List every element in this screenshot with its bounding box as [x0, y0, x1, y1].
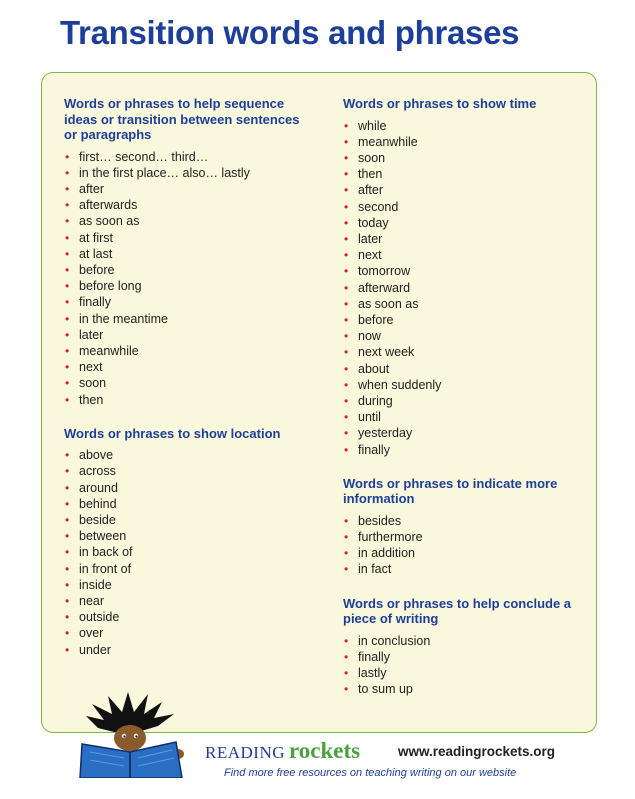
brand-reading-text: READING [205, 743, 285, 762]
bullet-dot-icon: • [344, 248, 349, 263]
list-item-text: in the meantime [79, 311, 168, 326]
section-spacer [343, 578, 573, 596]
list-item [343, 649, 573, 665]
list-item [64, 278, 304, 294]
word-list [343, 513, 573, 578]
bullet-dot-icon: • [65, 262, 70, 277]
list-item-text: now [358, 329, 381, 344]
word-list [64, 149, 304, 408]
bullet-dot-icon: • [344, 377, 349, 392]
bullet-dot-icon: • [344, 345, 349, 360]
list-item [343, 280, 573, 296]
list-item-text: finally [358, 442, 390, 457]
bullet-dot-icon: • [65, 311, 70, 326]
list-item [343, 312, 573, 328]
list-item [343, 442, 573, 458]
list-item-text: in fact [358, 562, 392, 577]
list-item [64, 528, 304, 544]
bullet-dot-icon: • [65, 513, 70, 528]
list-item [64, 327, 304, 343]
list-item [343, 561, 573, 577]
list-item-text: between [79, 529, 127, 544]
list-item-text: inside [79, 577, 112, 592]
list-item [343, 393, 573, 409]
bullet-dot-icon: • [344, 199, 349, 214]
transition-section [343, 476, 573, 578]
list-item [343, 247, 573, 263]
list-item-text: afterward [358, 280, 411, 295]
bullet-dot-icon: • [344, 649, 349, 664]
bullet-dot-icon: • [65, 198, 70, 213]
bullet-dot-icon: • [344, 296, 349, 311]
bullet-dot-icon: • [344, 393, 349, 408]
footer-tagline: Find more free resources on teaching writing on our website [224, 767, 517, 779]
section-heading: Words or phrases to show location [64, 425, 281, 441]
list-item [343, 118, 573, 134]
list-item-text: besides [358, 513, 402, 528]
list-item [343, 425, 573, 441]
list-item-text: later [79, 327, 104, 342]
list-item-text: when suddenly [358, 377, 442, 392]
word-list [64, 447, 304, 658]
list-item [64, 181, 304, 197]
bullet-dot-icon: • [65, 392, 70, 407]
list-item [343, 681, 573, 697]
bullet-dot-icon: • [65, 149, 70, 164]
bullet-dot-icon: • [344, 264, 349, 279]
list-item [64, 294, 304, 310]
reading-kid-logo-icon [78, 686, 190, 778]
list-item-text: lastly [358, 665, 387, 680]
list-item-text: soon [358, 150, 386, 165]
bullet-dot-icon: • [344, 562, 349, 577]
list-item-text: before [358, 312, 394, 327]
list-item [343, 361, 573, 377]
list-item-text: after [79, 181, 105, 196]
bullet-dot-icon: • [65, 214, 70, 229]
bullet-dot-icon: • [344, 215, 349, 230]
transition-section [64, 96, 304, 408]
list-item-text: at first [79, 230, 114, 245]
list-item [343, 150, 573, 166]
section-heading: Words or phrases to indicate more information [343, 475, 558, 507]
list-item [343, 296, 573, 312]
bullet-dot-icon: • [65, 343, 70, 358]
list-item [343, 409, 573, 425]
list-item [64, 544, 304, 560]
list-item-text: while [358, 118, 387, 133]
list-item-text: across [79, 464, 116, 479]
list-item [343, 529, 573, 545]
bullet-dot-icon: • [65, 165, 70, 180]
list-item-text: next week [358, 345, 415, 360]
list-item-text: next [358, 248, 382, 263]
brand-rockets-text: rockets [289, 738, 361, 763]
bullet-dot-icon: • [65, 642, 70, 657]
bullet-dot-icon: • [344, 410, 349, 425]
list-item-text: in the first place… also… lastly [79, 165, 250, 180]
list-item [343, 665, 573, 681]
list-item [64, 447, 304, 463]
list-item [343, 166, 573, 182]
section-spacer [64, 408, 304, 426]
list-item [343, 263, 573, 279]
bullet-dot-icon: • [65, 327, 70, 342]
bullet-dot-icon: • [65, 594, 70, 609]
list-item-text: in back of [79, 545, 133, 560]
list-item-text: behind [79, 496, 117, 511]
list-item [64, 463, 304, 479]
list-item-text: above [79, 448, 114, 463]
list-item-text: yesterday [358, 426, 413, 441]
list-item [64, 165, 304, 181]
bullet-dot-icon: • [344, 529, 349, 544]
right-column [343, 96, 573, 697]
list-item-text: tomorrow [358, 264, 411, 279]
list-item [343, 215, 573, 231]
bullet-dot-icon: • [65, 480, 70, 495]
bullet-dot-icon: • [65, 464, 70, 479]
list-item-text: in front of [79, 561, 132, 576]
list-item [343, 182, 573, 198]
bullet-dot-icon: • [65, 246, 70, 261]
list-item-text: as soon as [79, 214, 140, 229]
list-item [64, 480, 304, 496]
list-item [64, 213, 304, 229]
list-item-text: first… second… third… [79, 149, 209, 164]
list-item [64, 149, 304, 165]
list-item-text: today [358, 215, 389, 230]
list-item-text: finally [79, 295, 111, 310]
list-item-text: in addition [358, 546, 415, 561]
list-item [64, 577, 304, 593]
bullet-dot-icon: • [344, 118, 349, 133]
list-item-text: before [79, 262, 115, 277]
list-item-text: before long [79, 279, 142, 294]
list-item [343, 545, 573, 561]
list-item-text: then [358, 167, 383, 182]
list-item-text: near [79, 594, 105, 609]
list-item-text: over [79, 626, 104, 641]
list-item-text: until [358, 410, 381, 425]
list-item-text: outside [79, 610, 120, 625]
bullet-dot-icon: • [65, 529, 70, 544]
list-item [64, 230, 304, 246]
bullet-dot-icon: • [65, 496, 70, 511]
list-item [343, 633, 573, 649]
reading-rockets-brand [205, 738, 360, 764]
list-item-text: during [358, 393, 393, 408]
bullet-dot-icon: • [65, 545, 70, 560]
list-item [64, 642, 304, 658]
list-item [343, 328, 573, 344]
bullet-dot-icon: • [344, 167, 349, 182]
transition-section [343, 596, 573, 698]
website-link[interactable]: www.readingrockets.org [398, 744, 556, 759]
section-heading: Words or phrases to show time [343, 96, 537, 111]
list-item [343, 344, 573, 360]
bullet-dot-icon: • [344, 329, 349, 344]
transition-section [64, 426, 304, 658]
section-heading: Words or phrases to help sequence ideas or transition between sentences or paragraphs [64, 96, 300, 142]
list-item-text: beside [79, 513, 116, 528]
bullet-dot-icon: • [65, 577, 70, 592]
bullet-dot-icon: • [65, 626, 70, 641]
bullet-dot-icon: • [65, 561, 70, 576]
bullet-dot-icon: • [344, 150, 349, 165]
bullet-dot-icon: • [344, 546, 349, 561]
list-item [64, 512, 304, 528]
bullet-dot-icon: • [65, 360, 70, 375]
list-item-text: soon [79, 376, 107, 391]
left-column [64, 96, 304, 658]
list-item [64, 625, 304, 641]
list-item [343, 231, 573, 247]
list-item-text: next [79, 360, 103, 375]
bullet-dot-icon: • [344, 183, 349, 198]
list-item [64, 197, 304, 213]
list-item [64, 343, 304, 359]
list-item-text: meanwhile [358, 134, 418, 149]
bullet-dot-icon: • [65, 279, 70, 294]
list-item [64, 359, 304, 375]
bullet-dot-icon: • [65, 376, 70, 391]
word-list [343, 118, 573, 458]
list-item-text: finally [358, 649, 390, 664]
list-item [64, 311, 304, 327]
list-item-text: second [358, 199, 399, 214]
list-item-text: around [79, 480, 118, 495]
bullet-dot-icon: • [65, 230, 70, 245]
bullet-dot-icon: • [344, 442, 349, 457]
list-item [64, 375, 304, 391]
list-item-text: meanwhile [79, 343, 139, 358]
list-item-text: in conclusion [358, 633, 431, 648]
list-item [64, 392, 304, 408]
bullet-dot-icon: • [65, 610, 70, 625]
bullet-dot-icon: • [344, 280, 349, 295]
bullet-dot-icon: • [65, 295, 70, 310]
bullet-dot-icon: • [344, 633, 349, 648]
word-list [343, 633, 573, 698]
list-item [64, 593, 304, 609]
list-item-text: about [358, 361, 390, 376]
list-item [343, 199, 573, 215]
bullet-dot-icon: • [344, 682, 349, 697]
list-item [343, 513, 573, 529]
list-item [64, 561, 304, 577]
list-item [64, 262, 304, 278]
list-item-text: at last [79, 246, 113, 261]
list-item [64, 609, 304, 625]
list-item-text: furthermore [358, 529, 423, 544]
list-item [64, 496, 304, 512]
bullet-dot-icon: • [344, 665, 349, 680]
list-item-text: as soon as [358, 296, 419, 311]
list-item [343, 377, 573, 393]
list-item [343, 134, 573, 150]
list-item-text: after [358, 183, 384, 198]
bullet-dot-icon: • [344, 361, 349, 376]
bullet-dot-icon: • [344, 134, 349, 149]
list-item-text: to sum up [358, 682, 413, 697]
transition-section [343, 96, 573, 458]
section-spacer [343, 458, 573, 476]
section-heading: Words or phrases to help conclude a piece of writing [343, 595, 572, 627]
list-item-text: then [79, 392, 104, 407]
list-item-text: later [358, 231, 383, 246]
list-item-text: afterwards [79, 198, 138, 213]
bullet-dot-icon: • [65, 181, 70, 196]
bullet-dot-icon: • [344, 231, 349, 246]
bullet-dot-icon: • [344, 513, 349, 528]
list-item-text: under [79, 642, 111, 657]
bullet-dot-icon: • [65, 448, 70, 463]
page-title: Transition words and phrases [60, 14, 520, 51]
bullet-dot-icon: • [344, 426, 349, 441]
list-item [64, 246, 304, 262]
bullet-dot-icon: • [344, 312, 349, 327]
